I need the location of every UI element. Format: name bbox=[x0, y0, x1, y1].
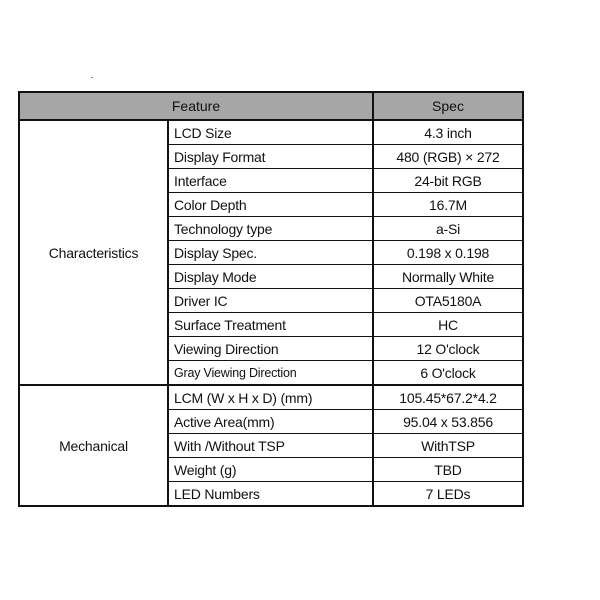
spec-cell: Normally White bbox=[373, 265, 523, 289]
spec-cell: WithTSP bbox=[373, 434, 523, 458]
spec-cell: 12 O'clock bbox=[373, 337, 523, 361]
spec-cell: a-Si bbox=[373, 217, 523, 241]
feature-cell: LED Numbers bbox=[168, 482, 373, 507]
feature-cell: LCD Size bbox=[168, 120, 373, 145]
feature-cell: Color Depth bbox=[168, 193, 373, 217]
feature-cell: With /Without TSP bbox=[168, 434, 373, 458]
spec-cell: 105.45*67.2*4.2 bbox=[373, 385, 523, 410]
feature-cell: Surface Treatment bbox=[168, 313, 373, 337]
feature-cell: Viewing Direction bbox=[168, 337, 373, 361]
feature-header: Feature bbox=[19, 92, 373, 120]
feature-cell: Gray Viewing Direction bbox=[168, 361, 373, 386]
feature-cell: Display Format bbox=[168, 145, 373, 169]
feature-cell: Technology type bbox=[168, 217, 373, 241]
feature-cell: Interface bbox=[168, 169, 373, 193]
spec-cell: 16.7M bbox=[373, 193, 523, 217]
spec-cell: 24-bit RGB bbox=[373, 169, 523, 193]
feature-cell: Display Spec. bbox=[168, 241, 373, 265]
table-row bbox=[19, 120, 523, 145]
spec-cell: HC bbox=[373, 313, 523, 337]
feature-cell: LCM (W x H x D) (mm) bbox=[168, 385, 373, 410]
feature-cell: Display Mode bbox=[168, 265, 373, 289]
spec-cell: 0.198 x 0.198 bbox=[373, 241, 523, 265]
feature-cell: Weight (g) bbox=[168, 458, 373, 482]
table-row bbox=[19, 385, 523, 410]
spec-header: Spec bbox=[373, 92, 523, 120]
spec-cell: OTA5180A bbox=[373, 289, 523, 313]
spec-table bbox=[18, 91, 524, 507]
spec-cell: 6 O'clock bbox=[373, 361, 523, 386]
header-row bbox=[19, 92, 523, 120]
spec-cell: 480 (RGB) × 272 bbox=[373, 145, 523, 169]
stray-dot bbox=[91, 77, 93, 78]
spec-cell: 95.04 x 53.856 bbox=[373, 410, 523, 434]
spec-cell: 7 LEDs bbox=[373, 482, 523, 507]
feature-cell: Active Area(mm) bbox=[168, 410, 373, 434]
spec-cell: 4.3 inch bbox=[373, 120, 523, 145]
feature-cell: Driver IC bbox=[168, 289, 373, 313]
spec-cell: TBD bbox=[373, 458, 523, 482]
section-label-characteristics: Characteristics bbox=[19, 120, 168, 385]
section-label-mechanical: Mechanical bbox=[19, 385, 168, 506]
